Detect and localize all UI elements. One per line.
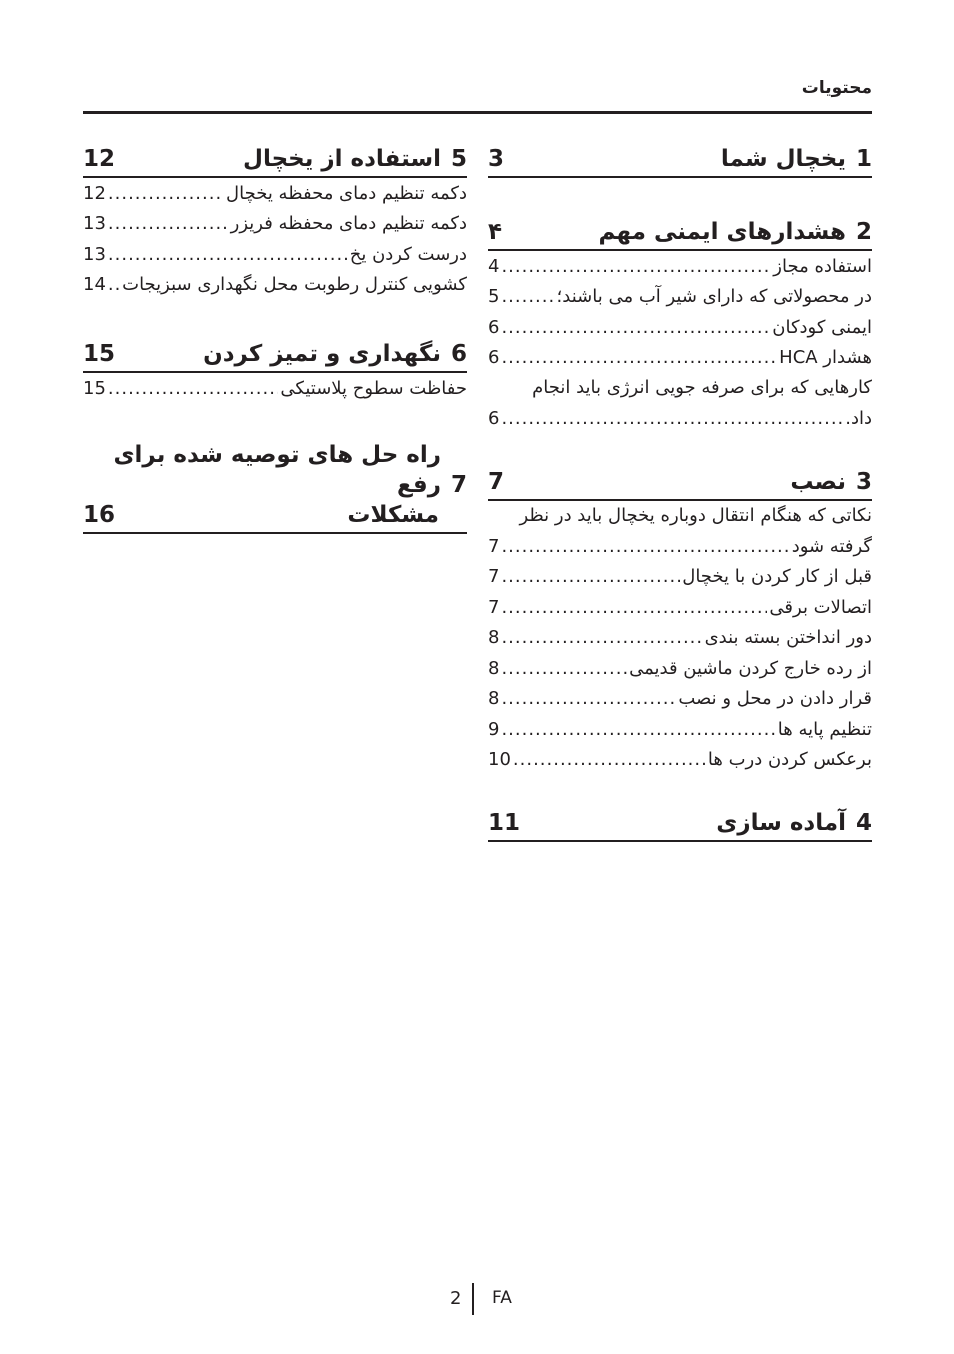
leader-dots (501, 317, 770, 338)
section-number: 5 (450, 146, 467, 172)
section-page: 12 (83, 146, 116, 172)
section-page: 16 (83, 502, 116, 528)
entry-title: دکمه تنظیم دمای محفظه فریزر (230, 213, 467, 235)
entry-title: داد. (845, 407, 872, 429)
entry-title: تنظیم پایه ها (777, 718, 872, 740)
entry-title: اتصالات برقی (769, 596, 872, 618)
leader-dots (501, 658, 627, 679)
language-code: FA (492, 1288, 512, 1308)
leader-dots (501, 688, 676, 709)
toc-entry[interactable] (488, 714, 872, 745)
toc-entry[interactable] (488, 684, 872, 715)
leader-dots (108, 183, 224, 204)
toc-entry[interactable] (83, 270, 467, 301)
section-page: 15 (83, 341, 116, 367)
toc-entry[interactable] (488, 251, 872, 282)
page-number: 2 (450, 1288, 462, 1309)
section-title: مشکلات (347, 502, 439, 528)
entry-title-line1: نکاتی که هنگام انتقال دوباره یخچال باید در نظر (519, 505, 872, 526)
entry-title: برعکس کردن درب ها (707, 749, 872, 771)
leader-dots (501, 719, 775, 740)
section-page: 3 (488, 146, 505, 172)
section-number: 7 (450, 472, 467, 498)
section-page: ۴ (488, 219, 503, 245)
section-title: نصب (790, 469, 846, 495)
entry-title: در محصولاتی که دارای شیر آب می باشند؛ (556, 286, 872, 308)
entry-page: 7 (488, 535, 500, 557)
entry-page: 12 (83, 182, 106, 204)
toc-entry[interactable] (488, 312, 872, 343)
entry-page: 6 (488, 407, 500, 429)
leader-dots (108, 213, 229, 234)
entry-page: 7 (488, 566, 500, 588)
leader-dots (501, 566, 680, 587)
entry-page: 14 (83, 274, 106, 296)
page-title: محتویات (801, 78, 872, 98)
entry-page: 15 (83, 377, 106, 399)
toc-entry[interactable] (488, 745, 872, 776)
section-number: 6 (450, 341, 467, 367)
toc-entry[interactable] (488, 592, 872, 623)
entry-title: دکمه تنظیم دمای محفظه یخچال (226, 182, 467, 204)
leader-dots (513, 749, 706, 770)
toc-section-7[interactable] (83, 440, 467, 534)
toc-entry[interactable] (83, 373, 467, 404)
leader-dots (501, 408, 843, 429)
entry-page: 13 (83, 213, 106, 235)
leader-dots (108, 244, 348, 265)
page-header (83, 76, 872, 114)
section-page: 7 (488, 469, 505, 495)
entry-page: 5 (488, 286, 500, 308)
section-page: 11 (488, 810, 521, 836)
entry-page: 8 (488, 688, 500, 710)
entry-page: 8 (488, 657, 500, 679)
section-number: 4 (855, 810, 872, 836)
toc-entry[interactable] (488, 282, 872, 313)
toc-section-5[interactable] (83, 144, 467, 300)
entry-page: 6 (488, 347, 500, 369)
section-number: 1 (855, 146, 872, 172)
toc-entry[interactable] (488, 623, 872, 654)
toc-section-3[interactable] (488, 467, 872, 775)
leader-dots (501, 256, 771, 277)
section-title: نگهداری و تمیز کردن (203, 341, 441, 367)
toc-entry[interactable] (488, 343, 872, 374)
entry-page: 8 (488, 627, 500, 649)
entry-page: 13 (83, 243, 106, 265)
toc-entry[interactable] (488, 531, 872, 562)
footer-divider (472, 1283, 474, 1315)
entry-page: 9 (488, 718, 500, 740)
toc-entry[interactable] (83, 239, 467, 270)
entry-title-line1: کارهایی که برای صرفه جویی انرژی باید انجام (532, 377, 872, 398)
entry-page: 10 (488, 749, 511, 771)
entry-page: 4 (488, 255, 500, 277)
leader-dots (108, 378, 279, 399)
toc-entry[interactable] (83, 209, 467, 240)
entry-title: قرار دادن در محل و نصب (678, 688, 872, 710)
entry-title: قبل از کار کردن با یخچال (682, 566, 872, 588)
entry-title: کشویی کنترل رطوبت محل نگهداری سبزیجات (122, 274, 467, 296)
section-title: آماده سازی (716, 810, 846, 836)
entry-title: دور انداختن بسته بندی (704, 627, 872, 649)
leader-dots (501, 627, 702, 648)
leader-dots (501, 597, 767, 618)
entry-title: ایمنی کودکان (772, 316, 872, 338)
entry-page: 6 (488, 316, 500, 338)
entry-title: حفاظت سطوح پلاستیکی (280, 377, 467, 399)
entry-title: استفاده مجاز (773, 255, 872, 277)
section-title: استفاده از یخچال (243, 146, 441, 172)
section-number: 3 (855, 469, 872, 495)
section-number: 2 (855, 219, 872, 245)
entry-title: گرفته شود (791, 535, 872, 557)
entry-title: از رده خارج کردن ماشین قدیمی (629, 657, 872, 679)
section-title-line1: راه حل های توصیه شده برای رفع (113, 442, 441, 498)
entry-title: هشدار HCA (779, 347, 872, 369)
toc-entry[interactable] (83, 178, 467, 209)
toc-entry[interactable] (488, 403, 872, 434)
entry-page: 7 (488, 596, 500, 618)
entry-title: درست کردن یخ (349, 243, 467, 265)
toc-entry[interactable] (488, 562, 872, 593)
toc-section-1[interactable] (488, 144, 872, 178)
leader-dots (108, 274, 120, 295)
section-title: یخچال شما (720, 146, 846, 172)
section-title: هشدارهای ایمنی مهم (598, 219, 846, 245)
toc-entry[interactable] (488, 653, 872, 684)
leader-dots (501, 286, 554, 307)
toc-section-6[interactable] (83, 339, 467, 404)
toc-section-4[interactable] (488, 808, 872, 842)
toc-section-2[interactable] (488, 217, 872, 434)
leader-dots (501, 347, 777, 368)
leader-dots (501, 536, 789, 557)
